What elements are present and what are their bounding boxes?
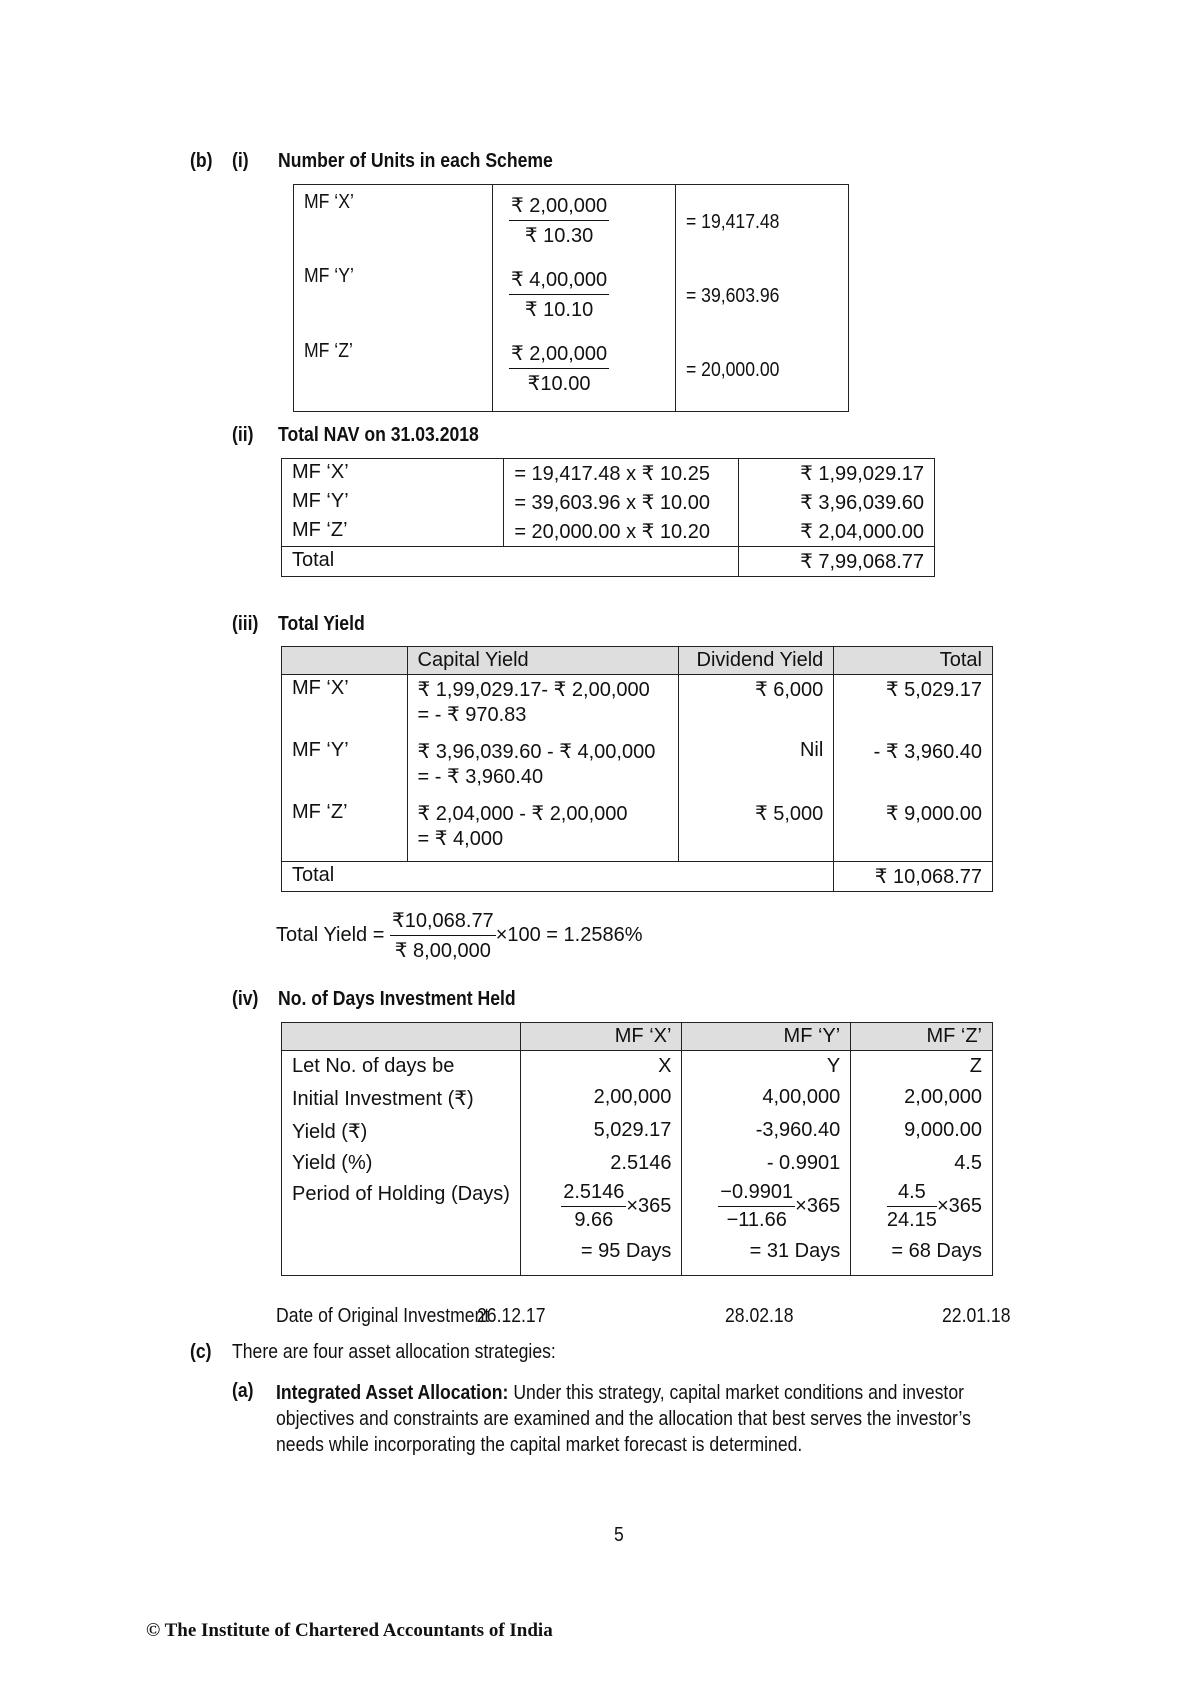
nav-fund: MF ‘X’ (282, 459, 504, 489)
nav-value: ₹ 3,96,039.60 (739, 488, 935, 517)
date-y: 28.02.18 (725, 1305, 794, 1327)
cell-value: 9,000.00 (851, 1113, 993, 1146)
table-header-row (282, 1023, 993, 1051)
units-result-x: = 19,417.48 (686, 211, 780, 233)
nav-table (281, 458, 935, 577)
table-row (282, 547, 935, 577)
capital-yield-cell: ₹ 1,99,029.17- ₹ 2,00,000 = - ₹ 970.83 (407, 675, 679, 738)
table-row (282, 737, 993, 799)
table-row (282, 517, 935, 547)
days-table (281, 1022, 993, 1276)
cell-value: 2,00,000 (520, 1080, 682, 1113)
part-ii-title: Total NAV on 31.03.2018 (278, 424, 479, 446)
part-i-label: (i) (232, 150, 249, 172)
units-result-y: = 39,603.96 (686, 285, 780, 307)
units-fund-x: MF ‘X’ (304, 191, 354, 213)
table-row (282, 1080, 993, 1113)
nav-value: ₹ 1,99,029.17 (739, 459, 935, 489)
period-cell-z: $\frac{4.5}{24.15}$ ×365 = 68 Days (851, 1177, 993, 1276)
cell-value: Z (851, 1051, 993, 1081)
nav-calc: = 20,000.00 x ₹ 10.20 (504, 517, 739, 547)
header-total: Total (834, 647, 993, 675)
units-fraction-z: $\frac{₹ 2,00,000}{₹10.00}$ (511, 343, 608, 395)
capital-yield-cell: ₹ 2,04,000 - ₹ 2,00,000 = ₹ 4,000 (407, 799, 679, 862)
nav-total-value: ₹ 7,99,068.77 (739, 547, 935, 577)
period-cell-x: $\frac{2.5146}{9.66}$ ×365 = 95 Days (520, 1177, 682, 1276)
period-cell-y: $\frac{-0.9901}{-11.66}$ ×365 = 31 Days (682, 1177, 851, 1276)
dividend-yield: Nil (679, 737, 834, 799)
table-row (282, 675, 993, 738)
row-label: Initial Investment (₹) (282, 1080, 521, 1113)
table-row (282, 1113, 993, 1146)
table-row (282, 488, 935, 517)
yield-fund: MF ‘Y’ (282, 737, 408, 799)
row-label: Yield (%) (282, 1146, 521, 1177)
yield-total-value: ₹ 10,068.77 (834, 862, 993, 892)
table-row (282, 1146, 993, 1177)
table-row (282, 1177, 993, 1276)
nav-calc: = 39,603.96 x ₹ 10.00 (504, 488, 739, 517)
header-dividend-yield: Dividend Yield (679, 647, 834, 675)
yield-total: - ₹ 3,960.40 (834, 737, 993, 799)
date-label: Date of Original Investment (276, 1305, 490, 1327)
section-c-intro: There are four asset allocation strategies: (232, 1341, 556, 1363)
row-label: Yield (₹) (282, 1113, 521, 1146)
nav-total-label: Total (282, 547, 739, 577)
part-iv-label: (iv) (232, 988, 259, 1010)
table-row (282, 862, 993, 892)
cell-value: 4,00,000 (682, 1080, 851, 1113)
units-fraction-y: $\frac{₹ 4,00,000}{₹ 10.10}$ (511, 269, 608, 321)
yield-total-label: Total (282, 862, 834, 892)
section-c-label: (c) (190, 1341, 212, 1363)
capital-yield-cell: ₹ 3,96,039.60 - ₹ 4,00,000 = - ₹ 3,960.40 (407, 737, 679, 799)
item-a-label: (a) (232, 1380, 254, 1402)
cell-value: Y (682, 1051, 851, 1081)
table-row (282, 1051, 993, 1081)
row-label: Period of Holding (Days) (282, 1177, 521, 1276)
part-iv-title: No. of Days Investment Held (278, 988, 516, 1010)
page-number: 5 (614, 1524, 624, 1546)
header-mf-y: MF ‘Y’ (682, 1023, 851, 1051)
cell-value: 4.5 (851, 1146, 993, 1177)
dividend-yield: ₹ 5,000 (679, 799, 834, 862)
yield-total: ₹ 5,029.17 (834, 675, 993, 738)
cell-value: X (520, 1051, 682, 1081)
dividend-yield: ₹ 6,000 (679, 675, 834, 738)
cell-value: 2.5146 (520, 1146, 682, 1177)
header-mf-z: MF ‘Z’ (851, 1023, 993, 1051)
units-result-z: = 20,000.00 (686, 359, 780, 381)
nav-fund: MF ‘Y’ (282, 488, 504, 517)
units-fraction-x: $\frac{₹ 2,00,000}{₹ 10.30}$ (511, 195, 608, 247)
yield-total: ₹ 9,000.00 (834, 799, 993, 862)
units-fund-z: MF ‘Z’ (304, 340, 353, 362)
part-iii-title: Total Yield (278, 613, 365, 635)
yield-fund: MF ‘X’ (282, 675, 408, 738)
part-ii-label: (ii) (232, 424, 254, 446)
date-z: 22.01.18 (942, 1305, 1011, 1327)
total-yield-formula: Total Yield = $\frac{₹10,068.77}{₹ 8,00,000}$ ×100 = 1.2586% (276, 910, 643, 962)
header-capital-yield: Capital Yield (407, 647, 679, 675)
yield-fraction: $\frac{₹10,068.77}{₹ 8,00,000}$ (391, 910, 494, 962)
cell-value: 2,00,000 (851, 1080, 993, 1113)
part-iii-label: (iii) (232, 613, 259, 635)
row-label: Let No. of days be (282, 1051, 521, 1081)
nav-value: ₹ 2,04,000.00 (739, 517, 935, 547)
section-b-label: (b) (190, 150, 213, 172)
yield-fund: MF ‘Z’ (282, 799, 408, 862)
table-row (282, 799, 993, 862)
nav-fund: MF ‘Z’ (282, 517, 504, 547)
header-mf-x: MF ‘X’ (520, 1023, 682, 1051)
nav-calc: = 19,417.48 x ₹ 10.25 (504, 459, 739, 489)
cell-value: 5,029.17 (520, 1113, 682, 1146)
date-x: 26.12.17 (477, 1305, 546, 1327)
cell-value: - 0.9901 (682, 1146, 851, 1177)
footer-copyright: © The Institute of Chartered Accountants of India (146, 1620, 553, 1641)
units-table (293, 184, 849, 412)
units-fund-y: MF ‘Y’ (304, 265, 354, 287)
table-header-row (282, 647, 993, 675)
item-a-paragraph: Integrated Asset Allocation: Under this strategy, capital market conditions and investor objectives and constraints are examined and the allocation that best serves the investor’s needs while incorporating the capital market forecast is determined. (276, 1382, 971, 1456)
part-i-title: Number of Units in each Scheme (278, 150, 553, 172)
table-row (282, 459, 935, 489)
yield-table (281, 646, 993, 892)
cell-value: -3,960.40 (682, 1113, 851, 1146)
